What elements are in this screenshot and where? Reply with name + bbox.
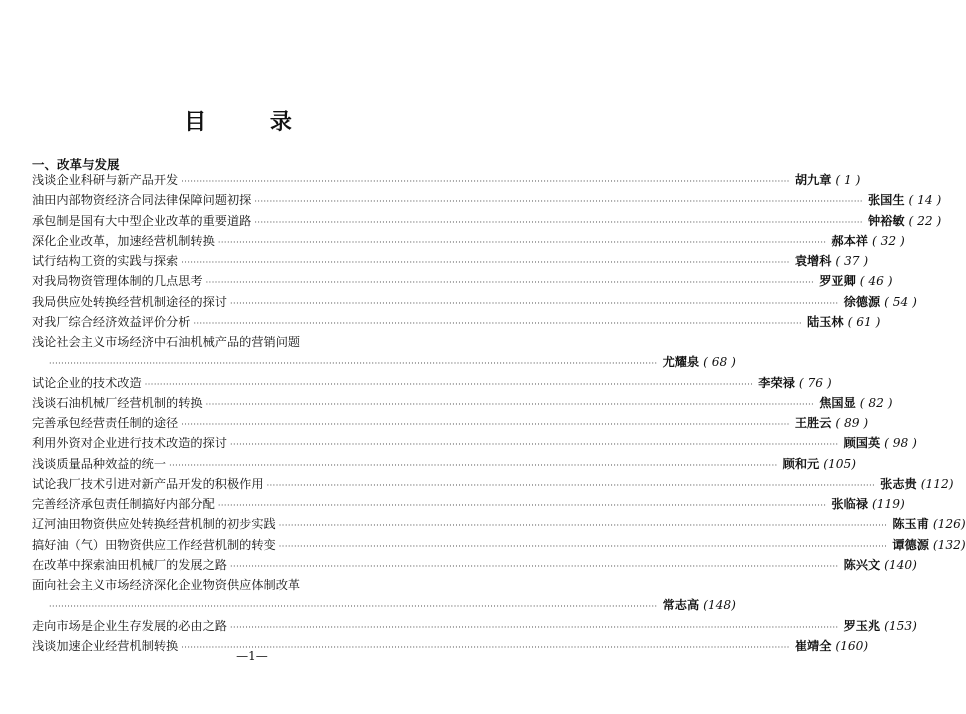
toc-leader-dots: ········································································································································································································ [205, 278, 815, 288]
toc-entry [32, 170, 861, 190]
toc-entry-author: 焦国显 [819, 395, 856, 410]
toc-leader-dots: ········································································································································································································ [181, 420, 790, 429]
toc-entry-author: 胡九章 [794, 173, 832, 187]
toc-entry-title: 完善承包经营责任制的途径 [32, 416, 179, 430]
toc-leader-dots: ········································································································································································································ [217, 501, 827, 510]
toc-leader-dots: ········································································································································································································ [205, 399, 815, 409]
toc-entry [32, 190, 942, 210]
toc-entry-title: 辽河油田物资供应处转换经营机制的初步实践 [32, 517, 276, 532]
toc-entry-page: ( 37 ) [835, 254, 869, 268]
toc-leader-dots: ········································································································································································································ [217, 237, 827, 247]
toc-entry-page: (119) [871, 497, 905, 511]
toc-entry [32, 494, 905, 514]
toc-leader-dots: ········································································································································································································ [230, 622, 839, 632]
toc-entry [32, 616, 917, 636]
toc-entry-author: 罗亚卿 [819, 274, 856, 289]
toc-entry-title: 试论我厂技术引进对新产品开发的积极作用 [32, 476, 264, 491]
toc-entry-author: 郝本祥 [831, 233, 868, 248]
toc-entry-title: 对我局物资管理体制的几点思考 [32, 274, 203, 289]
toc-entry-author: 顾国英 [843, 436, 881, 451]
toc-entry-page: ( 1 ) [835, 173, 861, 187]
toc-entry-page: ( 76 ) [798, 375, 832, 390]
toc-entry-title: 试行结构工资的实践与探索 [32, 254, 179, 268]
toc-leader-dots: ········································································································································································································ [266, 480, 876, 490]
toc-entry-page: (140) [884, 557, 917, 572]
toc-leader-dots: ········································································································································································································ [49, 359, 658, 369]
toc-entry [32, 433, 917, 453]
toc-entry-page: ( 32 ) [871, 233, 905, 248]
toc-entry-title: 利用外资对企业进行技术改造的探讨 [32, 436, 227, 451]
toc-leader-dots: ········································································································································································································ [181, 258, 790, 267]
toc-entry-author: 陈兴文 [843, 557, 881, 572]
toc-entry-author: 罗玉兆 [843, 618, 881, 633]
toc-entry-page: ( 46 ) [859, 274, 893, 289]
toc-entry-author: 徐德源 [843, 294, 881, 309]
toc-entry [32, 413, 869, 433]
toc-entry-page: ( 98 ) [884, 436, 917, 451]
toc-entry [32, 575, 736, 616]
page-title: 目 录 [184, 109, 320, 135]
toc-entry [32, 474, 954, 494]
toc-leader-dots: ········································································································································································································ [144, 379, 754, 389]
page-number: —1— [236, 649, 268, 663]
toc-entry-author: 钟裕敏 [867, 213, 905, 228]
toc-entry-title: 浅谈企业科研与新产品开发 [32, 173, 179, 187]
toc-entry [32, 514, 966, 534]
toc-entry-author: 张临禄 [831, 497, 868, 511]
toc-entry-title: 油田内部物资经济合同法律保障问题初探 [32, 193, 252, 208]
toc-entry-page: ( 22 ) [908, 213, 942, 228]
toc-leader-dots: ········································································································································································································ [49, 602, 658, 612]
table-of-contents [32, 170, 966, 656]
toc-entry [32, 231, 905, 251]
toc-entry-author: 袁增科 [794, 254, 832, 268]
toc-entry-page: ( 54 ) [884, 294, 917, 309]
toc-entry-author: 李荣禄 [758, 375, 795, 390]
toc-leader-dots: ········································································································································································································ [254, 217, 863, 227]
toc-leader-dots: ········································································································································································································ [230, 440, 839, 450]
toc-entry [32, 373, 832, 393]
toc-entry-author: 张志贵 [880, 476, 917, 491]
toc-entry [32, 535, 966, 555]
toc-entry-author: 尤耀泉 [662, 355, 700, 370]
toc-entry [32, 555, 917, 575]
section-heading: 一、改革与发展 [32, 157, 120, 172]
toc-entry-author: 谭德源 [892, 537, 929, 552]
toc-entry-title: 浅谈石油机械厂经营机制的转换 [32, 395, 203, 410]
toc-entry-page: ( 61 ) [847, 314, 881, 329]
toc-entry [32, 292, 917, 312]
toc-entry-title: 承包制是国有大中型企业改革的重要道路 [32, 213, 252, 228]
toc-entry-title: 浅谈加速企业经营机制转换 [32, 638, 179, 653]
toc-entry-title: 在改革中探索油田机械厂的发展之路 [32, 557, 227, 572]
toc-entry-title: 对我厂综合经济效益评价分析 [32, 314, 191, 329]
toc-entry-title: 走向市场是企业生存发展的必由之路 [32, 618, 227, 633]
toc-entry-title: 浅论社会主义市场经济中石油机械产品的营销问题 [32, 335, 301, 349]
toc-entry-page: ( 89 ) [835, 416, 869, 430]
toc-leader-dots: ········································································································································································································ [278, 521, 888, 531]
toc-entry-title: 试论企业的技术改造 [32, 375, 142, 390]
toc-entry-page: ( 82 ) [859, 395, 893, 410]
toc-entry-page: (148) [703, 598, 736, 613]
toc-entry [32, 393, 893, 413]
toc-entry [32, 332, 736, 373]
toc-entry-page: (112) [920, 476, 954, 491]
toc-entry-author: 陆玉林 [807, 314, 844, 329]
toc-entry-author: 常志高 [662, 598, 700, 613]
toc-entry [32, 211, 942, 231]
toc-entry [32, 454, 856, 474]
toc-entry-title: 完善经济承包责任制搞好内部分配 [32, 497, 215, 511]
toc-entry-title: 浅谈质量品种效益的统一 [32, 456, 167, 471]
toc-leader-dots: ········································································································································································································ [254, 197, 863, 207]
toc-entry-author: 陈玉甫 [892, 517, 929, 532]
toc-entry-page: (126) [932, 517, 966, 532]
toc-entry-page: (160) [835, 638, 869, 653]
toc-leader-dots: ········································································································································································································ [181, 642, 790, 652]
toc-entry-author: 崔靖全 [794, 638, 832, 653]
toc-entry-page: ( 14 ) [908, 193, 942, 208]
toc-entry-author: 张国生 [867, 193, 905, 208]
toc-leader-dots: ········································································································································································································ [230, 561, 839, 571]
toc-entry-title: 面向社会主义市场经济深化企业物资供应体制改革 [32, 578, 301, 592]
toc-entry-author: 顾和元 [782, 456, 820, 471]
toc-entry [32, 271, 893, 291]
toc-leader-dots: ········································································································································································································ [193, 318, 803, 328]
toc-entry-title: 我局供应处转换经营机制途径的探讨 [32, 294, 227, 309]
toc-entry-title: 搞好油（气）田物资供应工作经营机制的转变 [32, 537, 276, 552]
toc-entry [32, 251, 869, 271]
toc-leader-dots: ········································································································································································································ [230, 298, 839, 308]
toc-leader-dots: ········································································································································································································ [169, 460, 778, 470]
toc-entry-page: (153) [884, 618, 917, 633]
toc-entry [32, 312, 881, 332]
toc-entry-author: 王胜云 [794, 416, 832, 430]
toc-entry-page: (105) [823, 456, 856, 471]
toc-entry-title: 深化企业改革，加速经营机制转换 [32, 233, 215, 248]
toc-leader-dots: ········································································································································································································ [181, 177, 790, 186]
toc-entry-page: (132) [932, 537, 966, 552]
toc-entry-page: ( 68 ) [703, 355, 736, 370]
toc-leader-dots: ········································································································································································································ [278, 541, 888, 551]
